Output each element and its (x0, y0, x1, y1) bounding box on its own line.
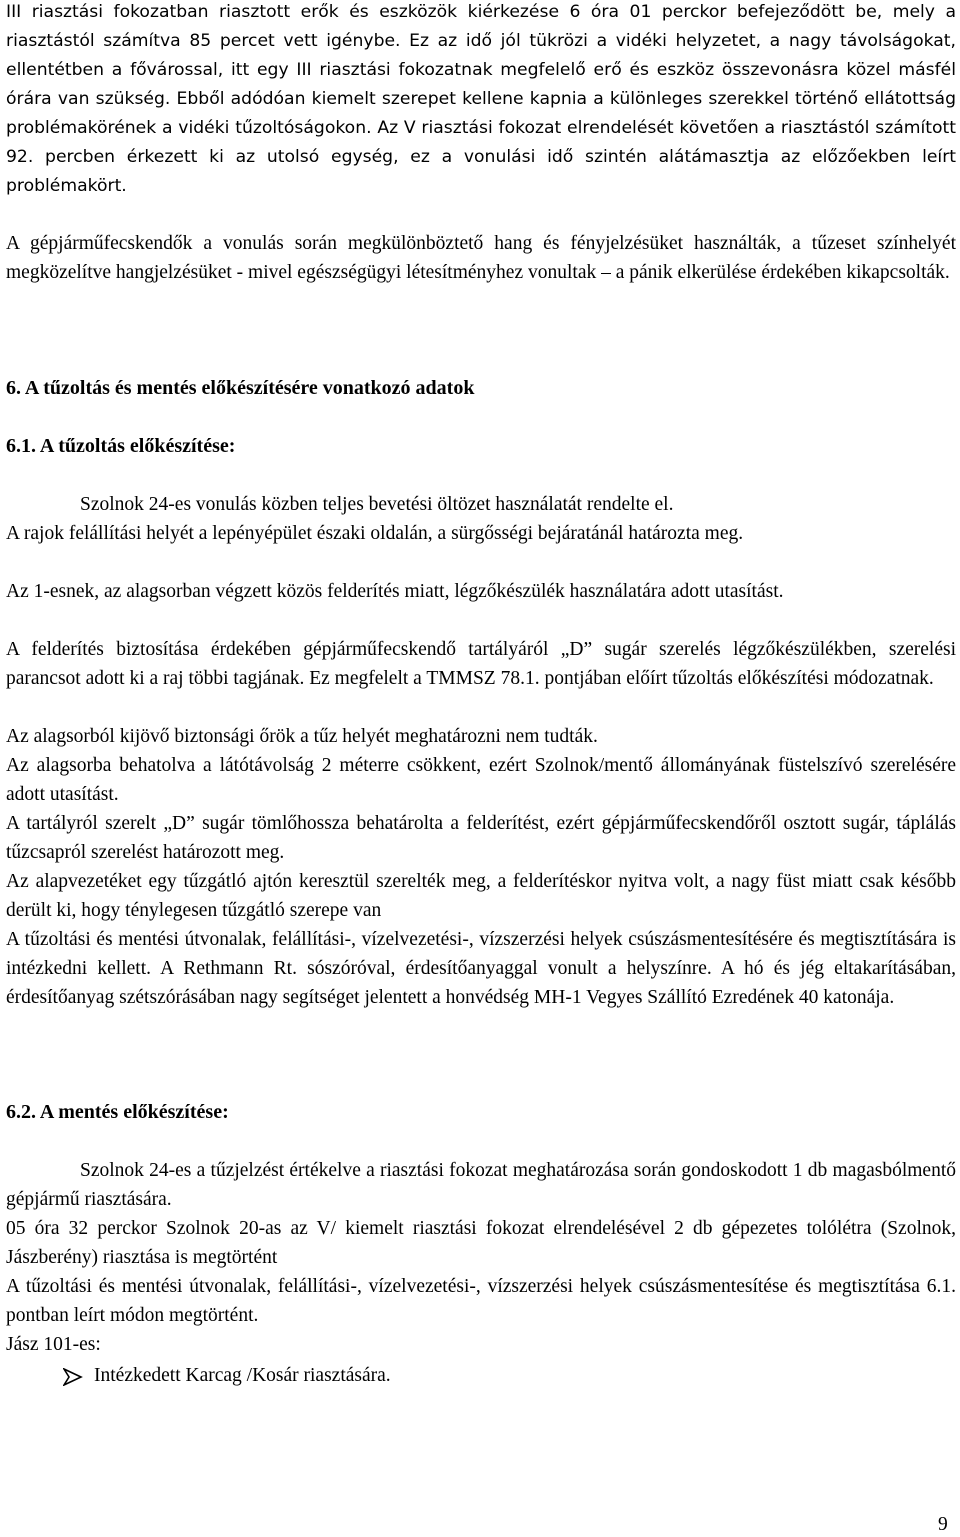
intro-paragraph-1: III riasztási fokozatban riasztott erők és eszközök kiérkezése 6 óra 01 perckor befejeződött be, mely a riasztástól számítva 85 percet vett igénybe. Ez az idő jól tükrözi a vidéki helyzetet, a nagy távolságokat, ellentétben a fővárossal, itt egy III riasztási fokozatnak megfelelő erő és eszköz összevonásra közel másfél órára van szükség. Ebből adódóan kiemelt szerepet kellene kapnia a különleges szerekkel történő ellátottság problémakörének a vidéki tűzoltóságokon. Az V riasztási fokozat elrendelését követően a riasztástól számított 92. percben érkezett ki az utolsó egység, ez a vonulási idő szintén alátámasztja az előzőekben leírt problémakört. (6, 2, 956, 196)
section-6-1-heading: 6.1. A tűzoltás előkészítése: (6, 435, 236, 457)
section-6-heading: 6. A tűzoltás és mentés előkészítésére vonatkozó adatok (6, 377, 475, 399)
section-6-1-paragraph-4: A felderítés biztosítása érdekében gépjárműfecskendő tartályáról „D” sugár szerelés légzőkészülékben, szerelési parancsot adott ki a raj többi tagjának. Ez megfelelt a TMMSZ 78.1. pontjában előírt tűzoltás előkészítési módozatnak. (6, 639, 956, 689)
section-6-1-paragraph-6: Az alagsorba behatolva a látótávolság 2 méterre csökkent, ezért Szolnok/mentő állományának füstelszívó szerelésére adott utasítást. (6, 755, 956, 805)
page-number: 9 (938, 1514, 948, 1535)
section-6-2-paragraph-1: Szolnok 24-es a tűzjelzést értékelve a riasztási fokozat meghatározása során gondoskodott 1 db magasbólmentő gépjármű riasztására. (6, 1160, 956, 1210)
section-6-1-paragraph-3: Az 1-esnek, az alagsorban végzett közös felderítés miatt, légzőkészülék használatára adott utasítást. (6, 581, 784, 602)
intro-paragraph-2: A gépjárműfecskendők a vonulás során megkülönböztető hang és fényjelzésüket használták, a tűzeset színhelyét megközelítve hangjelzésüket - mivel egészségügyi létesítményhez vonultak – a pánik elkerülése érdekében kikapcsolták. (6, 233, 956, 283)
section-6-1-paragraph-9: A tűzoltási és mentési útvonalak, felállítási-, vízelvezetési-, vízszerzési helyek csúszásmentesítésére és megtisztítására is intézkedni kellett. A Rethmann Rt. sószóróval, érdesítőanyaggal vonult a helyszínre. A hó és jég eltakarításában, érdesítőanyag szétszórásában nagy segítséget jelentett a honvédség MH-1 Vegyes Szállító Ezredének 40 katonája. (6, 929, 956, 1008)
section-6-2-label: Jász 101-es: (6, 1334, 101, 1355)
section-6-2-paragraph-3: A tűzoltási és mentési útvonalak, felállítási-, vízelvezetési-, vízszerzési helyek csúszásmentesítése és megtisztítása 6.1. pontban leírt módon megtörtént. (6, 1276, 956, 1326)
section-6-1-paragraph-1: Szolnok 24-es vonulás közben teljes bevetési öltözet használatát rendelte el. (80, 494, 674, 515)
section-6-2-paragraph-2: 05 óra 32 perckor Szolnok 20-as az V/ kiemelt riasztási fokozat elrendelésével 2 db gépezetes tolólétra (Szolnok, Jászberény) riasztása is megtörtént (6, 1218, 956, 1268)
section-6-1-paragraph-5: Az alagsorból kijövő biztonsági őrök a tűz helyét meghatározni nem tudták. (6, 726, 598, 747)
arrow-bullet-icon (63, 1361, 83, 1390)
bullet-item: Intézkedett Karcag /Kosár riasztására. (94, 1365, 391, 1386)
section-6-1-paragraph-8: Az alapvezetéket egy tűzgátló ajtón keresztül szerelték meg, a felderítéskor nyitva volt, a nagy füst miatt csak később derült ki, hogy ténylegesen tűzgátló szerepe van (6, 871, 956, 921)
section-6-1-paragraph-2: A rajok felállítási helyét a lepényépület északi oldalán, a sürgősségi bejáratánál határozta meg. (6, 523, 744, 544)
section-6-2-heading: 6.2. A mentés előkészítése: (6, 1101, 229, 1123)
section-6-1-paragraph-7: A tartályról szerelt „D” sugár tömlőhossza behatárolta a felderítést, ezért gépjárműfecskendőről osztott sugár, táplálás tűzcsapról szerelést határozott meg. (6, 813, 956, 863)
